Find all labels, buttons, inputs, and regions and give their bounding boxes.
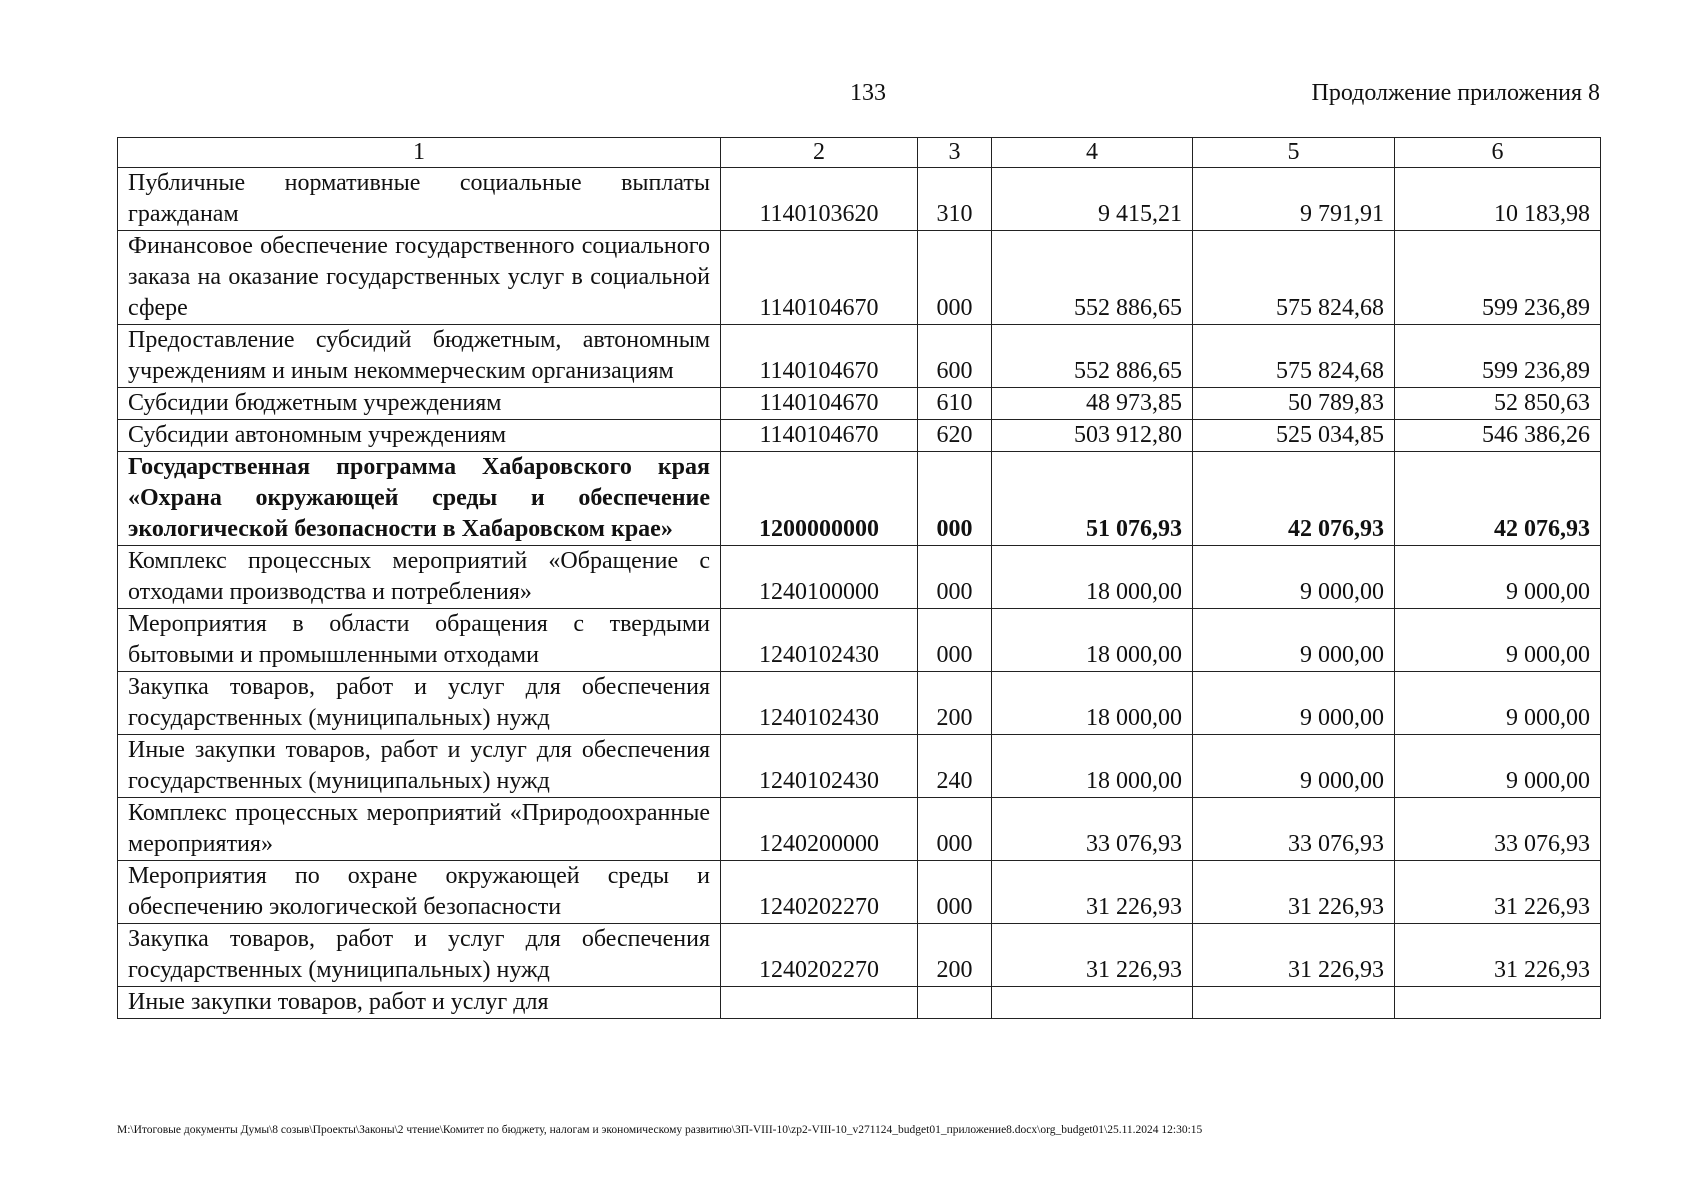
amount-year3-cell: 546 386,26 bbox=[1395, 420, 1601, 452]
target-article-cell: 1140103620 bbox=[721, 168, 918, 231]
row-name-cell: Субсидии автономным учреждениям bbox=[118, 420, 721, 452]
target-article-cell: 1140104670 bbox=[721, 420, 918, 452]
amount-year1-cell: 18 000,00 bbox=[992, 735, 1193, 798]
column-header: 5 bbox=[1193, 138, 1395, 168]
amount-year3-cell: 9 000,00 bbox=[1395, 609, 1601, 672]
table-row bbox=[118, 452, 1601, 546]
page-number: 133 bbox=[850, 80, 886, 106]
target-article-cell: 1240202270 bbox=[721, 861, 918, 924]
amount-year3-cell: 599 236,89 bbox=[1395, 231, 1601, 325]
amount-year3-cell: 42 076,93 bbox=[1395, 452, 1601, 546]
expense-type-cell: 000 bbox=[918, 452, 992, 546]
table-row bbox=[118, 420, 1601, 452]
target-article-cell: 1140104670 bbox=[721, 325, 918, 388]
amount-year2-cell: 33 076,93 bbox=[1193, 798, 1395, 861]
amount-year3-cell: 599 236,89 bbox=[1395, 325, 1601, 388]
amount-year3-cell: 31 226,93 bbox=[1395, 861, 1601, 924]
expense-type-cell: 000 bbox=[918, 231, 992, 325]
expense-type-cell: 610 bbox=[918, 388, 992, 420]
row-name-cell: Предоставление субсидий бюджетным, автономным учреждениям и иным некоммерческим организациям bbox=[118, 325, 721, 388]
target-article-cell bbox=[721, 987, 918, 1019]
row-name-cell: Закупка товаров, работ и услуг для обеспечения государственных (муниципальных) нужд bbox=[118, 672, 721, 735]
amount-year2-cell: 9 791,91 bbox=[1193, 168, 1395, 231]
amount-year2-cell: 525 034,85 bbox=[1193, 420, 1395, 452]
amount-year1-cell: 33 076,93 bbox=[992, 798, 1193, 861]
amount-year2-cell: 9 000,00 bbox=[1193, 546, 1395, 609]
column-header: 4 bbox=[992, 138, 1193, 168]
expense-type-cell: 600 bbox=[918, 325, 992, 388]
column-header: 1 bbox=[118, 138, 721, 168]
row-name-cell: Государственная программа Хабаровского края «Охрана окружающей среды и обеспечение экологической безопасности в Хабаровском крае» bbox=[118, 452, 721, 546]
amount-year1-cell: 9 415,21 bbox=[992, 168, 1193, 231]
row-name-cell: Закупка товаров, работ и услуг для обеспечения государственных (муниципальных) нужд bbox=[118, 924, 721, 987]
table-row bbox=[118, 987, 1601, 1019]
amount-year2-cell: 575 824,68 bbox=[1193, 231, 1395, 325]
amount-year3-cell: 52 850,63 bbox=[1395, 388, 1601, 420]
row-name-cell: Иные закупки товаров, работ и услуг для обеспечения государственных (муниципальных) нужд bbox=[118, 735, 721, 798]
row-name-cell: Комплекс процессных мероприятий «Природоохранные мероприятия» bbox=[118, 798, 721, 861]
amount-year2-cell: 9 000,00 bbox=[1193, 735, 1395, 798]
table-row bbox=[118, 546, 1601, 609]
row-name-cell: Иные закупки товаров, работ и услуг для bbox=[118, 987, 721, 1019]
amount-year1-cell: 31 226,93 bbox=[992, 861, 1193, 924]
column-header: 3 bbox=[918, 138, 992, 168]
amount-year2-cell: 31 226,93 bbox=[1193, 924, 1395, 987]
amount-year1-cell: 48 973,85 bbox=[992, 388, 1193, 420]
amount-year1-cell: 31 226,93 bbox=[992, 924, 1193, 987]
table-row bbox=[118, 325, 1601, 388]
expense-type-cell: 310 bbox=[918, 168, 992, 231]
target-article-cell: 1240100000 bbox=[721, 546, 918, 609]
row-name-cell: Субсидии бюджетным учреждениям bbox=[118, 388, 721, 420]
expense-type-cell: 200 bbox=[918, 672, 992, 735]
table-row bbox=[118, 672, 1601, 735]
target-article-cell: 1240102430 bbox=[721, 672, 918, 735]
budget-table bbox=[117, 137, 1601, 1019]
table-row bbox=[118, 924, 1601, 987]
amount-year3-cell: 10 183,98 bbox=[1395, 168, 1601, 231]
table-row bbox=[118, 735, 1601, 798]
row-name-cell: Публичные нормативные социальные выплаты гражданам bbox=[118, 168, 721, 231]
target-article-cell: 1140104670 bbox=[721, 231, 918, 325]
amount-year1-cell: 503 912,80 bbox=[992, 420, 1193, 452]
row-name-cell: Мероприятия по охране окружающей среды и обеспечению экологической безопасности bbox=[118, 861, 721, 924]
amount-year2-cell: 50 789,83 bbox=[1193, 388, 1395, 420]
expense-type-cell bbox=[918, 987, 992, 1019]
column-header: 6 bbox=[1395, 138, 1601, 168]
table-row bbox=[118, 609, 1601, 672]
amount-year2-cell: 575 824,68 bbox=[1193, 325, 1395, 388]
target-article-cell: 1140104670 bbox=[721, 388, 918, 420]
expense-type-cell: 000 bbox=[918, 861, 992, 924]
target-article-cell: 1200000000 bbox=[721, 452, 918, 546]
amount-year3-cell: 33 076,93 bbox=[1395, 798, 1601, 861]
target-article-cell: 1240200000 bbox=[721, 798, 918, 861]
amount-year2-cell: 42 076,93 bbox=[1193, 452, 1395, 546]
table-body bbox=[118, 168, 1601, 1019]
amount-year1-cell bbox=[992, 987, 1193, 1019]
row-name-cell: Финансовое обеспечение государственного социального заказа на оказание государственных услуг в социальной сфере bbox=[118, 231, 721, 325]
target-article-cell: 1240102430 bbox=[721, 609, 918, 672]
amount-year3-cell: 9 000,00 bbox=[1395, 735, 1601, 798]
table-row bbox=[118, 168, 1601, 231]
table-row bbox=[118, 798, 1601, 861]
table-header-row bbox=[118, 138, 1601, 168]
expense-type-cell: 240 bbox=[918, 735, 992, 798]
amount-year1-cell: 552 886,65 bbox=[992, 231, 1193, 325]
expense-type-cell: 620 bbox=[918, 420, 992, 452]
target-article-cell: 1240102430 bbox=[721, 735, 918, 798]
expense-type-cell: 000 bbox=[918, 798, 992, 861]
amount-year1-cell: 18 000,00 bbox=[992, 672, 1193, 735]
amount-year3-cell: 31 226,93 bbox=[1395, 924, 1601, 987]
table-row bbox=[118, 861, 1601, 924]
amount-year3-cell: 9 000,00 bbox=[1395, 672, 1601, 735]
appendix-continuation-label: Продолжение приложения 8 bbox=[1311, 80, 1600, 106]
table-row bbox=[118, 388, 1601, 420]
row-name-cell: Мероприятия в области обращения с твердыми бытовыми и промышленными отходами bbox=[118, 609, 721, 672]
amount-year3-cell bbox=[1395, 987, 1601, 1019]
amount-year1-cell: 18 000,00 bbox=[992, 609, 1193, 672]
amount-year2-cell: 31 226,93 bbox=[1193, 861, 1395, 924]
amount-year2-cell: 9 000,00 bbox=[1193, 609, 1395, 672]
amount-year1-cell: 552 886,65 bbox=[992, 325, 1193, 388]
amount-year2-cell: 9 000,00 bbox=[1193, 672, 1395, 735]
expense-type-cell: 200 bbox=[918, 924, 992, 987]
file-path-footer: M:\Итоговые документы Думы\8 созыв\Проекты\Законы\2 чтение\Комитет по бюджету, налогам и экономическому развитию\ЗП-VIII-10\zp2-VIII-10_v271124_budget01_приложение8.docx\org_budget01\25.11.2024 12:30:15 bbox=[117, 1124, 1203, 1136]
amount-year2-cell bbox=[1193, 987, 1395, 1019]
target-article-cell: 1240202270 bbox=[721, 924, 918, 987]
expense-type-cell: 000 bbox=[918, 609, 992, 672]
amount-year3-cell: 9 000,00 bbox=[1395, 546, 1601, 609]
table-row bbox=[118, 231, 1601, 325]
amount-year1-cell: 51 076,93 bbox=[992, 452, 1193, 546]
expense-type-cell: 000 bbox=[918, 546, 992, 609]
column-header: 2 bbox=[721, 138, 918, 168]
row-name-cell: Комплекс процессных мероприятий «Обращение с отходами производства и потребления» bbox=[118, 546, 721, 609]
amount-year1-cell: 18 000,00 bbox=[992, 546, 1193, 609]
